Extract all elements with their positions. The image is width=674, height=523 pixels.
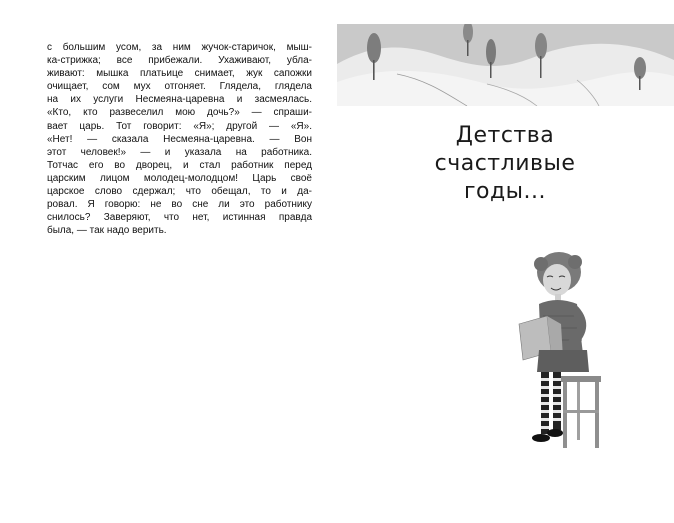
landscape-illustration [337, 24, 674, 106]
right-page [337, 0, 674, 523]
text-line: с большим усом, за ним жучок-старичок, мыш- [47, 42, 312, 53]
text-line: царским лицом молодец-молодцом! Царь своё [47, 172, 312, 184]
text-line: на их услуги Несмеяна-царевна и засмеялась. [47, 94, 312, 106]
chapter-title-line: Детства [455, 123, 555, 148]
text-line: снилось? Заверяют, что нет, истинная правда [47, 212, 312, 224]
text-line: Тотчас его во дворец, и стал работник перед [47, 159, 312, 171]
chapter-title-line: счастливые [434, 151, 576, 176]
text-line: царское слово сдержал; что обещал, то и да- [47, 186, 312, 198]
text-line: этот человек!» — и указала на работника. [47, 146, 312, 158]
reading-girl-illustration [517, 250, 617, 455]
text-line: «Кто, кто развеселил мою дочь?» — спраши- [47, 107, 312, 119]
striped-stockings [541, 372, 561, 434]
text-line: ка-стрижка; все прибежали. Ухаживают, убла- [47, 55, 312, 67]
text-line: «Нет! — сказала Несмеяна-царевна. — Вон [47, 133, 312, 145]
text-line: вает царь. Тот говорит: «Я»; другой — «Я». [47, 120, 312, 132]
text-line: живают: мышка платьице снимает, жук сапожки [47, 68, 312, 80]
body-text [47, 41, 312, 237]
text-line: ровал. Я говорю: не во сне ли это работнику [47, 199, 312, 211]
text-line: очищает, сом мух отгоняет. Глядела, глядела [47, 81, 312, 93]
chapter-title [395, 122, 615, 206]
chapter-title-line: годы... [463, 179, 547, 204]
text-line: была, — так надо верить. [47, 225, 167, 237]
